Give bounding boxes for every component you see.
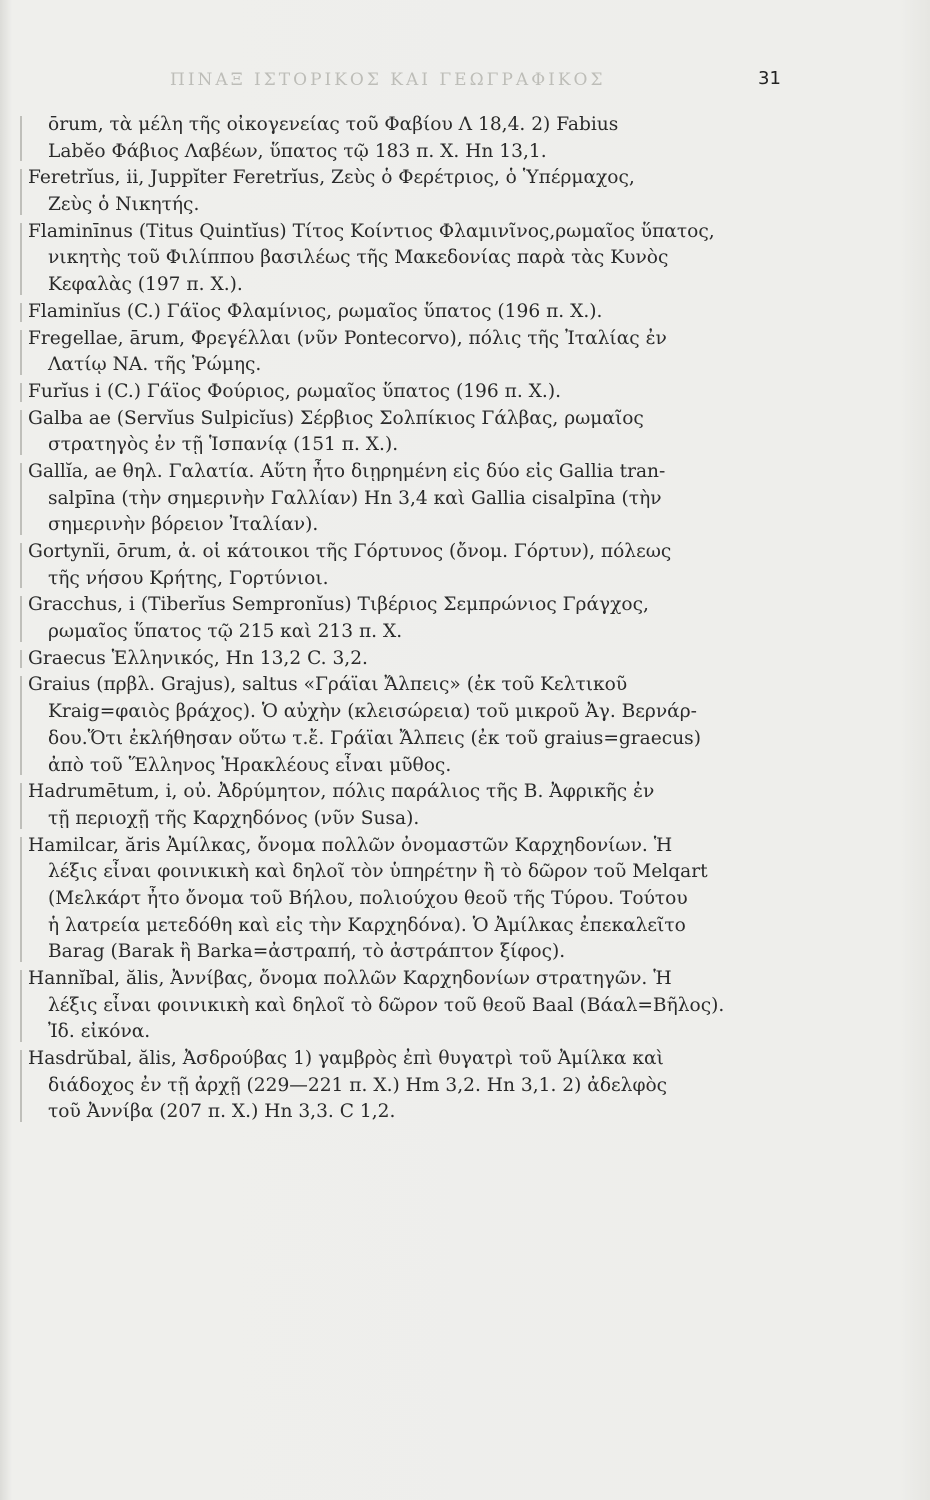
margin-rule (20, 783, 22, 828)
entry-continuation-line: Λατίῳ ΝΑ. τῆς Ῥώμης. (48, 354, 262, 376)
entry-continuation-line: τῇ περιοχῇ τῆς Καρχηδόνος (νῦν Susa). (48, 807, 420, 829)
index-entry (12, 112, 892, 165)
margin-rule (20, 330, 22, 375)
entry-headword-line: Gracchus, i (Tiberĭus Sempronĭus) Τιβέριος Σεμπρώνιος Γράγχος, (28, 594, 649, 616)
entry-continuation-line: ἀπὸ τοῦ Ἕλληνος Ἡρακλέους εἶναι μῦθος. (48, 754, 452, 776)
entry-continuation-line: Barag (Barak ἢ Barka=ἀστραπή, τὸ ἀστράπτον ξίφος). (48, 941, 566, 963)
entry-continuation-line: ἡ λατρεία μετεδόθη καὶ εἰς τὴν Καρχηδόνα). Ὁ Ἀμίλκας ἐπεκαλεῖτο (48, 914, 686, 936)
index-entry (12, 1046, 892, 1126)
index-entry (12, 379, 892, 406)
index-entry (12, 406, 892, 459)
entry-continuation-line: λέξις εἶναι φοινικικὴ καὶ δηλοῖ τὸν ὑπηρέτην ἢ τὸ δῶρον τοῦ Melqart (48, 861, 708, 883)
margin-rule (20, 463, 22, 535)
entry-continuation-line: ρωμαῖος ὕπατος τῷ 215 καὶ 213 π. Χ. (48, 621, 403, 643)
index-entry (12, 299, 892, 326)
margin-rule (20, 169, 22, 214)
entry-continuation-line: νικητὴς τοῦ Φιλίππου βασιλέως τῆς Μακεδονίας παρὰ τὰς Κυνὸς (48, 247, 669, 269)
entry-continuation-line: salpīna (τὴν σημερινὴν Γαλλίαν) Ηn 3,4 καὶ Gallia cisalpīna (τὴν (48, 487, 662, 509)
margin-rule (20, 303, 22, 322)
entry-continuation-line: Ζεὺς ὁ Νικητής. (48, 194, 200, 216)
entry-continuation-line: λέξις εἶναι φοινικικὴ καὶ δηλοῖ τὸ δῶρον τοῦ θεοῦ Baal (Βάαλ=Βῆλος). (48, 994, 725, 1016)
index-entry (12, 459, 892, 539)
page-header (0, 66, 930, 100)
margin-rule (20, 676, 22, 775)
entry-headword-line: Feretrĭus, ii, Juppĭter Feretrĭus, Ζεὺς ὁ Φερέτριος, ὁ Ὑπέρμαχος, (28, 167, 635, 189)
entry-continuation-line: διάδοχος ἐν τῇ ἀρχῇ (229—221 π. Χ.) Ηm 3,2. Ηn 3,1. 2) ἀδελφὸς (48, 1074, 668, 1096)
entry-headword-line: Graecus Ἑλληνικός, Ηn 13,2 C. 3,2. (28, 647, 368, 669)
margin-rule (20, 1050, 22, 1122)
index-entry (12, 326, 892, 379)
margin-rule (20, 383, 22, 402)
entry-continuation-line: στρατηγὸς ἐν τῇ Ἱσπανίᾳ (151 π. Χ.). (48, 434, 399, 456)
index-entry (12, 833, 892, 966)
margin-rule (20, 837, 22, 962)
index-entry (12, 646, 892, 673)
entry-continuation-line: Ἰδ. εἰκόνα. (48, 1021, 151, 1043)
entry-headword-line: Flaminĭus (C.) Γάϊος Φλαμίνιος, ρωμαῖος ὕπατος (196 π. Χ.). (28, 300, 603, 322)
entry-continuation-line: τῆς νήσου Κρήτης, Γορτύνιοι. (48, 567, 329, 589)
margin-rule (20, 410, 22, 455)
entry-headword-line: Gallĭa, ae θηλ. Γαλατία. Αὕτη ἦτο διῃρημένη εἰς δύο εἰς Gallia tran- (28, 460, 666, 482)
entry-continuation-line: τοῦ Ἀννίβα (207 π. Χ.) Ηn 3,3. C 1,2. (48, 1101, 396, 1123)
margin-rule (20, 543, 22, 588)
entry-headword-line: Hadrumētum, i, οὐ. Ἀδρύμητον, πόλις παράλιος τῆς Β. Ἀφρικῆς ἐν (28, 781, 655, 803)
entry-headword-line: Hamilcar, ăris Ἀμίλκας, ὄνομα πολλῶν ὀνομαστῶν Καρχηδονίων. Ἡ (28, 834, 673, 856)
index-entry (12, 672, 892, 779)
index-entries (12, 112, 892, 1126)
index-entry (12, 165, 892, 218)
index-entry (12, 779, 892, 832)
entry-headword-line: Furĭus i (C.) Γάϊος Φούριος, ρωμαῖος ὕπατος (196 π. Χ.). (28, 380, 561, 402)
entry-headword-line: ōrum, τὰ μέλη τῆς οἰκογενείας τοῦ Φαβίου Λ 18,4. 2) Fabius (48, 114, 619, 135)
entry-continuation-line: (Μελκάρτ ἦτο ὄνομα τοῦ Βήλου, πολιούχου θεοῦ τῆς Τύρου. Τούτου (48, 887, 688, 909)
index-entry (12, 219, 892, 299)
margin-rule (20, 116, 22, 161)
entry-headword-line: Gortynĭi, ōrum, ἀ. οἱ κάτοικοι τῆς Γόρτυνος (ὄνομ. Γόρτυν), πόλεως (28, 541, 672, 562)
index-entry (12, 539, 892, 592)
entry-headword-line: Hasdrŭbal, ălis, Ἀσδρούβας 1) γαμβρὸς ἐπὶ θυγατρὶ τοῦ Ἀμίλκα καὶ (28, 1048, 664, 1070)
entry-headword-line: Hannĭbal, ălis, Ἀννίβας, ὄνομα πολλῶν Καρχηδονίων στρατηγῶν. Ἡ (28, 968, 672, 989)
entry-headword-line: Flaminīnus (Titus Quintĭus) Τίτος Κοίντιος Φλαμινῖνος,ρωμαῖος ὕπατος, (28, 220, 715, 242)
entry-headword-line: Fregellae, ārum, Φρεγέλλαι (νῦν Pontecorvo), πόλις τῆς Ἰταλίας ἐν (28, 327, 667, 349)
margin-rule (20, 970, 22, 1042)
entry-headword-line: Graius (πρβλ. Grajus), saltus «Γράϊαι Ἄλπεις» (ἐκ τοῦ Κελτικοῦ (28, 674, 628, 696)
margin-rule (20, 650, 22, 669)
page-number: 31 (758, 68, 781, 89)
entry-continuation-line: δου.Ὅτι ἐκλήθησαν οὕτω τ.ἔ. Γράϊαι Ἄλπεις (ἐκ τοῦ graius=graecus) (48, 727, 701, 749)
entry-headword-line: Galba ae (Servĭus Sulpicĭus) Σέρβιος Σολπίκιος Γάλβας, ρωμαῖος (28, 407, 644, 429)
entry-continuation-line: Kraig=φαιὸς βράχος). Ὁ αὐχὴν (κλεισώρεια) τοῦ μικροῦ Ἀγ. Βερνάρ- (48, 701, 697, 723)
margin-rule (20, 223, 22, 295)
entry-continuation-line: Labĕo Φάβιος Λαβέων, ὕπατος τῷ 183 π. Χ. Ηn 13,1. (48, 140, 547, 162)
index-entry (12, 592, 892, 645)
entry-continuation-line: σημερινὴν βόρειον Ἰταλίαν). (48, 514, 319, 536)
running-title: ΠΙΝΑΞ ΙΣΤΟΡΙΚΟΣ ΚΑΙ ΓΕΩΓΡΑΦΙΚΟΣ (170, 70, 606, 90)
entry-continuation-line: Κεφαλὰς (197 π. Χ.). (48, 274, 243, 296)
index-entry (12, 966, 892, 1046)
margin-rule (20, 596, 22, 641)
